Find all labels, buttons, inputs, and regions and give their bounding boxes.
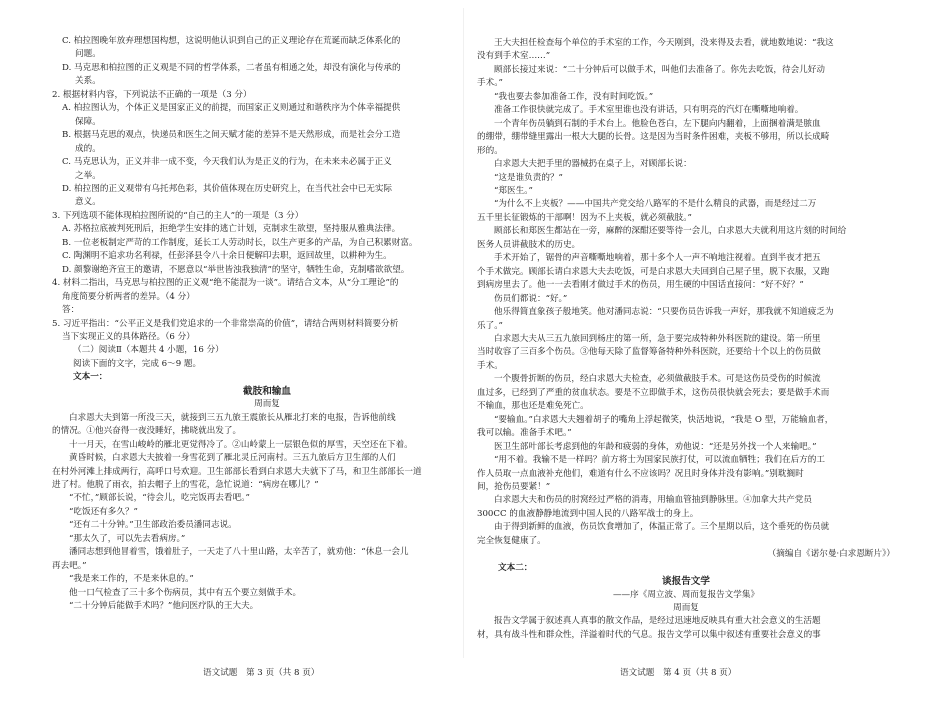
text-line: C. 马克思认为，正义并非一成不变，今天我们认为是正义的行为，在未来未必属于正义 [62, 157, 392, 168]
text-line: 在村外河滩上排成两行，高呼口号欢迎。卫生部部长看到白求恩大夫就下了马，和卫生部部长一道 [52, 466, 422, 477]
text-line: 王大夫担任检查每个单位的手术室的工作，今天刚到，没来得及去看，就地数地说：“我这 [494, 38, 834, 48]
text-line: “那太久了，可以先去看病房。” [69, 533, 186, 544]
text-line: 3. 下列选项不能体现柏拉图所说的“自己的主人”的一项是（3 分） [52, 210, 304, 221]
text-line: A. 苏格拉底被判死刑后，拒绝学生安排的逃亡计划，克制求生欲望，坚持服从雅典法律。 [62, 224, 401, 235]
page-4-footer: 语文试题 第 4 页（共 8 页） [620, 668, 737, 678]
text-line: 到病房里去了。他一一去看刚才做过手术的伤员，用生硬的中国话直接问：“好不好？” [477, 280, 804, 291]
text-line: 意义。 [75, 197, 101, 208]
text-line: 我可以输。准备手术吧。” [477, 428, 572, 439]
text-line: C. 柏拉图晚年放弃理想国构想，这说明他认识到自己的正义理论存在荒诞而缺乏体系化的 [62, 36, 401, 46]
text-line: 白求恩大夫把手里的器械扔在桌子上，对顾部长说： [494, 159, 692, 170]
text-line: （二）阅读Ⅱ（本题共 4 小题，16 分） [73, 345, 224, 356]
text-line: 完全恢复健康了。 [477, 535, 546, 546]
text-line: 周而复 [254, 399, 280, 410]
text-line: 报告文学属于叙述真人真事的散文作品，是经过迅速地反映具有重大社会意义的生活题 [494, 616, 821, 627]
text-line: 问题。 [75, 49, 101, 60]
text-line: 周而复 [673, 603, 699, 614]
text-line: B. 一位老板制定严苛的工作制度，延长工人劳动时长，以生产更多的产品，为自己积累财富。 [62, 237, 418, 248]
text-line: 医务人员讲截肢术的历史。 [477, 239, 581, 250]
text-line: 一个青年伤员躺到石制的手术台上。他脸色苍白，左下腿向内翻着，上面捆着满是脓血 [494, 118, 821, 129]
text-line: 当时收容了三百多个伤员。③他每天除了监督筹备特种外科医院，还要给十个以上的伤员做 [477, 347, 821, 358]
text-line: 保障。 [75, 116, 101, 127]
text-line: 2. 根据材料内容，下列说法不正确的一项是（3 分） [52, 89, 252, 100]
text-line: 5. 习近平指出：“公平正义是我们党追求的一个非常崇高的价值”，请结合两则材料简要分析 [52, 318, 399, 329]
text-line: “郑医生。” [494, 185, 533, 196]
text-line: A. 柏拉图认为，个体正义是国家正义的前提，而国家正义则通过和谐秩序为个体幸福提供 [62, 103, 401, 114]
text-line: “为什么不上夹板？——中国共产党交给八路军的不是什么精良的武器，而是经过二万 [494, 199, 817, 210]
text-line: 手术开始了，锯骨的声音嘶嘶地响着，那十多个人一声不响地注视着。直到半夜才把五 [494, 253, 821, 264]
text-line: 进了村。他脱了雨衣，拍去帽子上的雪花，急忙说道：“病房在哪儿？” [52, 479, 319, 490]
text-line: 材，具有战斗性和群众性，洋溢着时代的气息。报告文学可以集中叙述有重要社会意义的事 [477, 629, 821, 640]
text-line: 作人员取一点血液补充他们，难道有什么不应该吗？况且时身体并没有影响。”别耽搁时 [477, 468, 804, 479]
text-line: “这是谁负责的？” [494, 172, 563, 183]
text-line: 准备工作很快就完成了。手术室里谁也没有讲话，只有明亮的汽灯在嘶嘶地响着。 [494, 105, 804, 116]
text-line: 成的。 [75, 143, 101, 154]
text-line: 角度简要分析两者的差异。（4 分） [62, 291, 195, 302]
text-line: 没有到手术室……” [477, 51, 551, 62]
text-line: 的情况。①他兴奋得一夜没睡好，拂晓就出发了。 [52, 426, 242, 437]
text-line: “吃饭还有多久？” [69, 506, 138, 517]
text-line: 白求恩大夫到第一所没三天，就接到三五九旅王震旅长从雁北打来的电报，告诉他前线 [69, 412, 396, 423]
text-line: 答： [62, 305, 80, 316]
text-line: （摘编自《诺尔曼·白求恩断片》） [767, 549, 895, 560]
page-4-column [477, 0, 895, 725]
text-line: 手术。 [477, 360, 503, 371]
text-line: 阅读下面的文字，完成 6～9 题。 [73, 358, 202, 369]
text-line: 白求恩大夫和伤员的肘窝经过严格的消毒，用输血管抽到静脉里。④加拿大共产党员 [494, 495, 812, 506]
text-line: C. 陶渊明不追求功名利禄，任彭泽县令八十余日便解印去职，返回故里，以耕种为生。 [62, 251, 392, 262]
text-line: 截肢和输血 [243, 385, 291, 397]
text-line: B. 根据马克思的观点，快递员和医生之间天赋才能的差异不是天然形成，而是社会分工造 [62, 130, 401, 141]
text-line: 300CC 的血液静静地流到中国人民的八路军战士的身上。 [477, 508, 699, 519]
text-line: 顾部长和郑医生都站在一旁，麻醉的深酣还要等待一会儿，白求恩大夫就利用这片刻的时间给 [494, 226, 847, 237]
text-line: 谈报告文学 [662, 576, 710, 588]
text-line: 关系。 [75, 76, 101, 87]
text-line: 五千里长征锻炼的干部啊！因为不上夹板，就必须截肢。” [477, 212, 692, 223]
text-line: 4. 材料二指出，马克思与柏拉图的正义观“绝不能混为一谈”。请结合文本，从“分工理论”的 [52, 278, 399, 289]
text-line: 一个腹骨折断的伤员，经白求恩大夫检查，必须做截肢手术。可是这伤员受伤的时候流 [494, 374, 821, 385]
text-line: 医卫生部叶部长考虑到他的年龄和疲弱的身体，劝他说：“还是另外找一个人来输吧。” [494, 441, 817, 452]
text-line: 文本二： [498, 562, 533, 573]
text-line: 十一月天，在雪山峻岭的雁北更觉得冷了。②山岭蒙上一层银色似的厚雪，天空还在下着。 [69, 439, 413, 450]
text-line: “不忙，”顾部长说，“待会儿，吃完饭再去看吧。” [69, 493, 250, 504]
text-line: 他一口气检查了三十多个伤病员，其中有五个要立刻做手术。 [69, 587, 302, 598]
text-line: D. 颜黎谢绝齐宣王的邀请，不愿意以“举世皆浊我独清”的坚守，牺牲生命，克制嗜欲欲望。 [62, 264, 410, 275]
text-line: 个手术做完。顾部长请白求恩大夫去吃饭，可是白求恩大夫回到自己屋子里，脱下衣服，又跑 [477, 266, 830, 277]
text-line: D. 柏拉图的正义观带有乌托邦色彩，其价值体现在历史研究上，在当代社会中已无实际 [62, 183, 393, 194]
text-line: 黄昏时候，白求恩大夫披着一身雪花到了雁北灵丘河南村。三五九旅后方卫生部的人们 [69, 453, 396, 464]
page-3-footer: 语文试题 第 3 页（共 8 页） [203, 668, 320, 678]
text-line: D. 马克思和柏拉图的正义观是不同的哲学体系，二者虽有相通之处，却没有演化与传承的 [62, 62, 401, 73]
text-line: 当下实现正义的具体路径。（6 分） [62, 331, 195, 342]
text-line: 不输血，那也还是难免死亡。 [477, 401, 589, 412]
text-line: “二十分钟后能做手术吗？”他问医疗队的王大夫。 [69, 601, 259, 612]
text-line: “我也要去参加准备工作，没有时间吃饭。” [494, 91, 654, 102]
text-line: “我是来工作的，不是来休息的。” [69, 574, 194, 585]
text-line: “还有二十分钟。”卫生部政治委员潘同志说。 [69, 520, 237, 531]
text-line: 之举。 [75, 170, 101, 181]
text-line: “用不着。我输不是一样吗？前方将士为国家民族打仗，可以流血牺牲；我们在后方的工 [494, 455, 825, 466]
text-line: ——序《周立波、周而复报告文学集》 [612, 589, 760, 600]
text-line: 间，抢伤员要紧！” [477, 481, 551, 492]
text-line: “要输血。”白求恩大夫翘着胡子的嘴角上浮起微笑，快活地说，“我是 O 型，万能输血者， [494, 414, 834, 425]
text-line: 由于得到新鲜的血液，伤员饮食增加了，体温正常了。三个星期以后，这个垂死的伤员就 [494, 522, 830, 533]
text-line: 再去吧。” [52, 560, 87, 571]
text-line: 文本一： [73, 372, 108, 383]
text-line: 形的。 [477, 145, 503, 156]
text-line: 顾部长接过来说：“二十分钟后可以做手术，叫他们去准备了。你先去吃饭，待会儿好动 [494, 64, 825, 75]
text-line: 血过多，已经到了严重的贫血状态。要是不立即做手术，这伤员很快就会死去；要是做手术而 [477, 387, 830, 398]
text-line: 手术。” [477, 78, 503, 89]
page-3-column [52, 0, 482, 723]
text-line: 他乐得简直象孩子般地笑。他对潘同志说：“只要伤员告诉我一声好，那我就不知道疲乏为 [494, 307, 834, 318]
text-line: 伤员们都说：“好。” [494, 293, 568, 304]
text-line: 白求恩大夫从三五九旅回到杨庄的第一所，急于要完成特种外科医院的建设。第一所里 [494, 333, 821, 344]
text-line: 的绷带，绷带缝里露出一根大大腿的长骨。这是因为当时条件困难，夹板不够用，所以长成畸 [477, 132, 830, 143]
text-line: 潘同志想到他冒着雪，饿着肚子，一天走了八十里山路，太辛苦了，就劝他：“休息一会儿 [69, 547, 409, 558]
text-line: 乐了。” [477, 320, 503, 331]
